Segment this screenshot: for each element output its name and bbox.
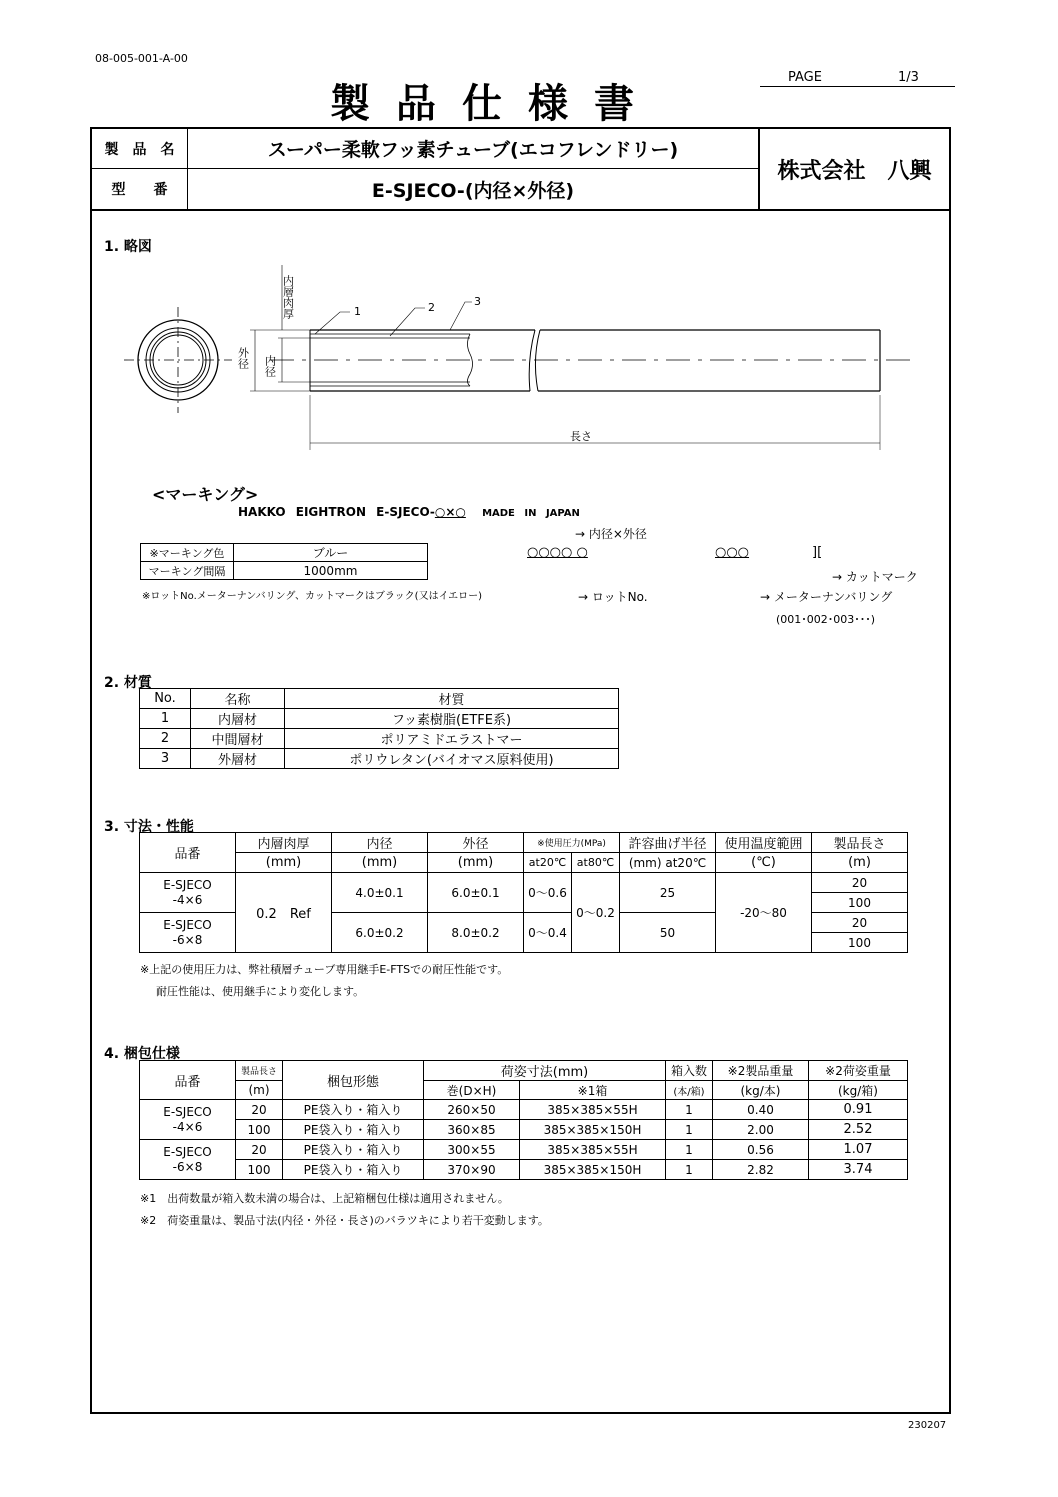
material-name: 中間層材 xyxy=(191,729,285,749)
pack-header-length: 製品長さ xyxy=(236,1061,283,1081)
pack-roll: 260×50 xyxy=(424,1100,520,1120)
pack-box: 385×385×55H xyxy=(520,1140,666,1160)
model-number: E-SJECO-(内径×外径) xyxy=(188,169,760,209)
pack-length: 100 xyxy=(236,1120,283,1140)
pack-form: PE袋入り・箱入り xyxy=(283,1140,424,1160)
dimension-table xyxy=(139,832,908,953)
dim-length: 100 xyxy=(812,893,908,913)
product-name-label: 製 品 名 xyxy=(92,129,188,169)
dim-inner-1: 4.0±0.1 xyxy=(332,873,428,913)
pack-length: 100 xyxy=(236,1160,283,1180)
dim-product-2: E-SJECO -6×8 xyxy=(140,913,236,953)
dim-header-inner: 内径 xyxy=(332,833,428,853)
pack-roll: 360×85 xyxy=(424,1120,520,1140)
dim-unit-inner: (mm) xyxy=(332,853,428,873)
lot-callout: → ロットNo. xyxy=(578,590,648,604)
marking-lot-code: ○○○○ ○ xyxy=(527,545,588,560)
marking-size-label: 内径×外径 xyxy=(588,527,647,541)
tube-diagram xyxy=(110,255,920,455)
pack-header-qty: 箱入数 xyxy=(666,1061,713,1081)
length-label: 長さ xyxy=(570,430,592,443)
pack-weight2: 3.74 xyxy=(809,1160,908,1180)
pack-header-form: 梱包形態 xyxy=(283,1061,424,1100)
table-row xyxy=(140,729,619,749)
pack-box: 385×385×150H xyxy=(520,1120,666,1140)
page-number: 1/3 xyxy=(898,70,919,85)
section-3-title: 3. 寸法・性能 xyxy=(104,819,194,835)
meter-callout: → メーターナンバリング xyxy=(760,590,893,604)
marking-color-value: ブルー xyxy=(234,544,428,562)
layer-label-3: 3 xyxy=(474,295,481,308)
tube-side-view xyxy=(250,265,910,450)
table-row xyxy=(140,1160,908,1180)
material-table xyxy=(139,688,619,769)
pack-header-box: ※1箱 xyxy=(520,1081,666,1100)
dim-thickness: 0.2 Ref xyxy=(236,873,332,953)
lot-label: ロットNo. xyxy=(591,590,648,604)
table-row xyxy=(140,709,619,729)
section-2-title: 2. 材質 xyxy=(104,675,152,691)
meter-label: メーターナンバリング xyxy=(773,590,893,604)
pack-form: PE袋入り・箱入り xyxy=(283,1160,424,1180)
marking-note: ※ロットNo.メーターナンバリング、カットマークはブラック(又はイエロー) xyxy=(142,591,483,602)
dim-outer-1: 6.0±0.1 xyxy=(428,873,524,913)
table-row xyxy=(140,873,908,893)
pack-weight2: 2.52 xyxy=(809,1120,908,1140)
material-spec: ポリウレタン(バイオマス原料使用) xyxy=(285,749,619,769)
dim-length: 20 xyxy=(812,913,908,933)
pack-qty: 1 xyxy=(666,1140,713,1160)
pack-unit-qty: (本/箱) xyxy=(666,1081,713,1100)
marking-prefix: HAKKO EIGHTRON E-SJECO- xyxy=(238,505,435,519)
pack-box: 385×385×55H xyxy=(520,1100,666,1120)
dim-unit-thick: (mm) xyxy=(236,853,332,873)
section-1-title: 1. 略図 xyxy=(104,239,152,255)
cut-mark-label: カットマーク xyxy=(845,570,918,584)
layer-label-1: 1 xyxy=(354,305,361,318)
dim-inner-2: 6.0±0.2 xyxy=(332,913,428,953)
dim-length: 100 xyxy=(812,933,908,953)
marking-interval-value: 1000mm xyxy=(234,562,428,580)
header-block xyxy=(90,127,951,211)
dim-p20-2: 0～0.4 xyxy=(524,913,572,953)
pack-header-dim: 荷姿寸法(mm) xyxy=(424,1061,666,1081)
marking-cut-code: ][ xyxy=(812,545,823,560)
marking-color-label: ※マーキング色 xyxy=(141,544,234,562)
page-label: PAGE xyxy=(788,70,822,85)
pack-qty: 1 xyxy=(666,1120,713,1140)
pack-header-roll: 巻(D×H) xyxy=(424,1081,520,1100)
pack-roll: 370×90 xyxy=(424,1160,520,1180)
dimension-note-2: 耐圧性能は、使用継手により変化します。 xyxy=(156,985,365,998)
page-title: 製品仕様書 xyxy=(330,81,660,127)
marking-table xyxy=(140,543,428,580)
tube-cross-section xyxy=(124,307,232,413)
pack-length: 20 xyxy=(236,1100,283,1120)
marking-size-placeholder: ○×○ xyxy=(434,505,466,519)
pack-unit-weight2: (kg/箱) xyxy=(809,1081,908,1100)
table-row xyxy=(140,1100,908,1120)
material-spec: ポリアミドエラストマー xyxy=(285,729,619,749)
section-4-title: 4. 梱包仕様 xyxy=(104,1046,180,1062)
material-spec: フッ素樹脂(ETFE系) xyxy=(285,709,619,729)
dim-bend-2: 50 xyxy=(620,913,716,953)
pack-form: PE袋入り・箱入り xyxy=(283,1100,424,1120)
marking-text xyxy=(238,505,580,519)
pack-weight1: 2.82 xyxy=(713,1160,809,1180)
pack-roll: 300×55 xyxy=(424,1140,520,1160)
model-label: 型 番 xyxy=(92,169,188,209)
dim-p20-1: 0～0.6 xyxy=(524,873,572,913)
pack-qty: 1 xyxy=(666,1100,713,1120)
marking-interval-label: マーキング間隔 xyxy=(141,562,234,580)
marking-meter-code: ○○○ xyxy=(715,545,750,560)
dim-bend-1: 25 xyxy=(620,873,716,913)
material-no: 3 xyxy=(140,749,191,769)
packaging-note-2: ※2 荷姿重量は、製品寸法(内径・外径・長さ)のバラツキにより若干変動します。 xyxy=(140,1214,549,1227)
dim-header-outer: 外径 xyxy=(428,833,524,853)
packaging-table xyxy=(139,1060,908,1180)
dim-temp: -20～80 xyxy=(716,873,812,953)
pack-weight1: 0.56 xyxy=(713,1140,809,1160)
dim-unit-length: (m) xyxy=(812,853,908,873)
material-name: 外層材 xyxy=(191,749,285,769)
table-row xyxy=(140,1140,908,1160)
pack-qty: 1 xyxy=(666,1160,713,1180)
marking-made-in: MADE IN JAPAN xyxy=(482,508,580,519)
pack-weight2: 0.91 xyxy=(809,1100,908,1120)
dim-p80: 0～0.2 xyxy=(572,873,620,953)
pack-box: 385×385×150H xyxy=(520,1160,666,1180)
dim-unit-outer: (mm) xyxy=(428,853,524,873)
packaging-note-1: ※1 出荷数量が箱入数未満の場合は、上記箱梱包仕様は適用されません。 xyxy=(140,1192,509,1205)
dim-header-length: 製品長さ xyxy=(812,833,908,853)
pack-length: 20 xyxy=(236,1140,283,1160)
dim-header-bend: 許容曲げ半径 xyxy=(620,833,716,853)
pack-header-hinban: 品番 xyxy=(140,1061,236,1100)
pack-weight1: 0.40 xyxy=(713,1100,809,1120)
dimension-note-1: ※上記の使用圧力は、弊社積層チューブ専用継手E-FTSでの耐圧性能です。 xyxy=(140,963,509,976)
marking-arrow-size: → 内径×外径 xyxy=(575,527,647,541)
meter-sequence: (001･002･003･･･) xyxy=(776,613,876,626)
inner-dia-label: 内径 xyxy=(263,355,277,377)
pack-form: PE袋入り・箱入り xyxy=(283,1120,424,1140)
dim-header-pressure: ※使用圧力(MPa) xyxy=(524,833,620,853)
material-no: 2 xyxy=(140,729,191,749)
material-header-name: 名称 xyxy=(191,689,285,709)
pack-header-weight1: ※2製品重量 xyxy=(713,1061,809,1081)
pack-weight1: 2.00 xyxy=(713,1120,809,1140)
product-name: スーパー柔軟フッ素チューブ(エコフレンドリー) xyxy=(188,129,760,169)
cut-mark-callout: → カットマーク xyxy=(832,570,918,584)
inner-thickness-label: 内層肉厚 xyxy=(281,275,295,319)
pack-product-1: E-SJECO -4×6 xyxy=(140,1100,236,1140)
pack-unit-weight1: (kg/本) xyxy=(713,1081,809,1100)
layer-label-2: 2 xyxy=(428,301,435,314)
footer-code: 230207 xyxy=(908,1420,947,1431)
outer-dia-label: 外径 xyxy=(236,347,250,369)
pack-weight2: 1.07 xyxy=(809,1140,908,1160)
dim-unit-bend: (mm) at20℃ xyxy=(620,853,716,873)
marking-title: <マーキング> xyxy=(152,485,259,504)
dim-header-temp: 使用温度範囲 xyxy=(716,833,812,853)
page-indicator xyxy=(760,70,955,87)
dim-header-thick: 内層肉厚 xyxy=(236,833,332,853)
dim-unit-p20: at20℃ xyxy=(524,853,572,873)
material-header-no: No. xyxy=(140,689,191,709)
table-row xyxy=(140,1120,908,1140)
pack-product-2: E-SJECO -6×8 xyxy=(140,1140,236,1180)
material-no: 1 xyxy=(140,709,191,729)
table-row xyxy=(140,749,619,769)
dim-outer-2: 8.0±0.2 xyxy=(428,913,524,953)
dim-unit-p80: at80℃ xyxy=(572,853,620,873)
pack-unit-length: (m) xyxy=(236,1081,283,1100)
company-name: 株式会社 八興 xyxy=(777,158,932,184)
dim-unit-temp: (℃) xyxy=(716,853,812,873)
material-header-material: 材質 xyxy=(285,689,619,709)
document-id: 08-005-001-A-00 xyxy=(95,52,188,65)
dim-header-hinban: 品番 xyxy=(140,833,236,873)
pack-header-weight2: ※2荷姿重量 xyxy=(809,1061,908,1081)
dim-product-1: E-SJECO -4×6 xyxy=(140,873,236,913)
dim-length: 20 xyxy=(812,873,908,893)
material-name: 内層材 xyxy=(191,709,285,729)
